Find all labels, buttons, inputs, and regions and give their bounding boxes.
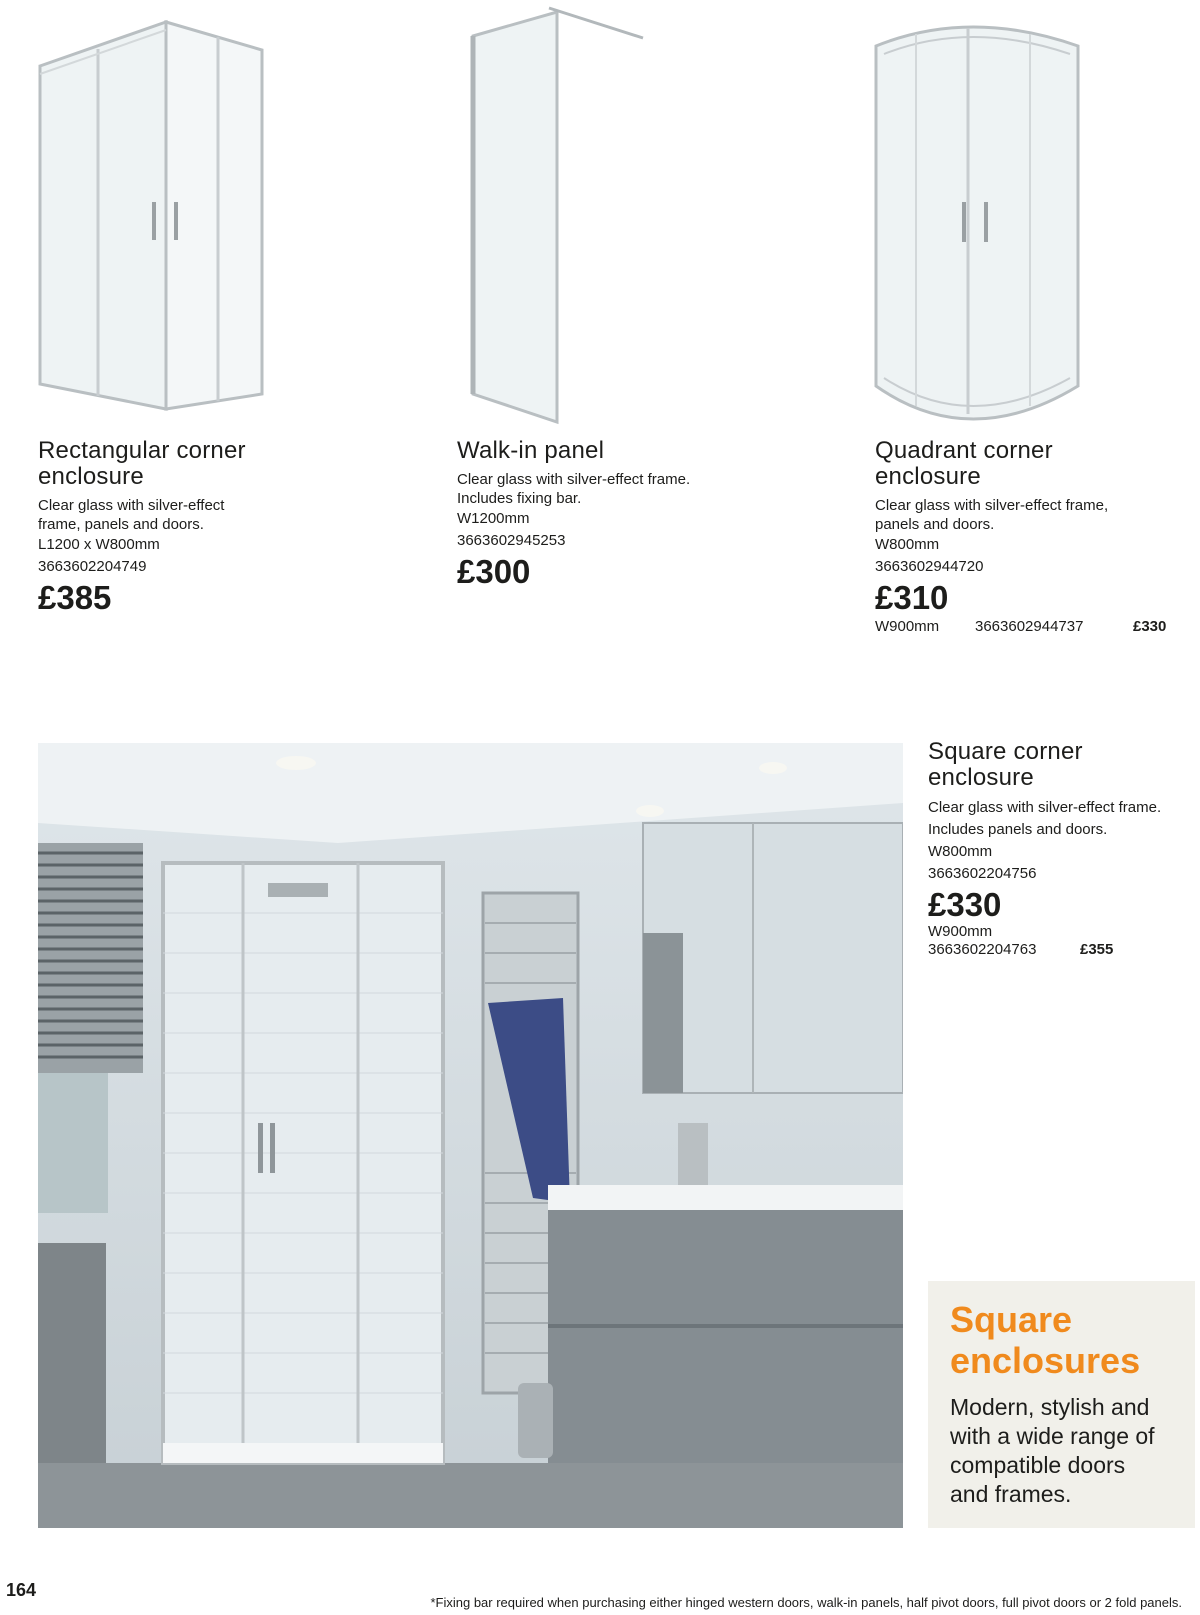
product-price: £310 [875, 579, 949, 616]
walk-in-panel-image [465, 2, 645, 427]
product-rectangular-corner-enclosure [38, 438, 418, 616]
promo-title: Square enclosures [950, 1299, 1141, 1381]
promo-body: Modern, stylish and with a wide range of compatible doors and frames. [950, 1394, 1155, 1507]
product-square-corner-enclosure [928, 739, 1198, 959]
product-description: Clear glass with silver-effect frame, panels and doors. [875, 497, 1109, 533]
quadrant-enclosure-image [870, 14, 1085, 429]
footnote: *Fixing bar required when purchasing either hinged western doors, walk-in panels, half pivot doors, full pivot doors or 2 fold panels. [430, 1595, 1182, 1610]
product-price: £385 [38, 579, 112, 616]
product-dimension: W1200mm [457, 510, 530, 527]
variant-price: £355 [1080, 941, 1114, 958]
product-dimension: L1200 x W800mm [38, 536, 160, 553]
product-price: £300 [457, 553, 531, 590]
product-walk-in-panel [457, 438, 837, 590]
product-title: Quadrant corner enclosure [875, 437, 1053, 490]
variant-ean: 3663602204763 [928, 941, 1037, 958]
variant-dimension: W900mm [875, 618, 940, 635]
product-variant [875, 616, 1200, 638]
product-quadrant-corner-enclosure [875, 438, 1200, 638]
product-ean: 3663602204756 [928, 865, 1037, 882]
variant-dimension: W900mm [928, 923, 993, 940]
product-description: Clear glass with silver-effect frame, panels and doors. [38, 497, 225, 533]
product-price: £330 [928, 886, 1002, 923]
product-description: Clear glass with silver-effect frame. Includes panels and doors. [928, 799, 1162, 838]
variant-price: £330 [1133, 618, 1167, 635]
product-title: Square corner enclosure [928, 738, 1083, 791]
product-title: Walk-in panel [457, 437, 605, 464]
variant-ean: 3663602944737 [975, 618, 1084, 635]
rectangular-enclosure-image [36, 14, 266, 424]
product-ean: 3663602204749 [38, 558, 147, 575]
page-number: 164 [6, 1580, 37, 1600]
bathroom-photo [38, 743, 903, 1528]
product-ean: 3663602944720 [875, 558, 984, 575]
product-description: Clear glass with silver-effect frame. Includes fixing bar. [457, 471, 691, 507]
product-dimension: W800mm [928, 843, 993, 860]
product-ean: 3663602945253 [457, 532, 566, 549]
promo-box [928, 1281, 1195, 1528]
product-title: Rectangular corner enclosure [38, 437, 246, 490]
product-variant [928, 941, 1198, 959]
product-dimension: W800mm [875, 536, 940, 553]
